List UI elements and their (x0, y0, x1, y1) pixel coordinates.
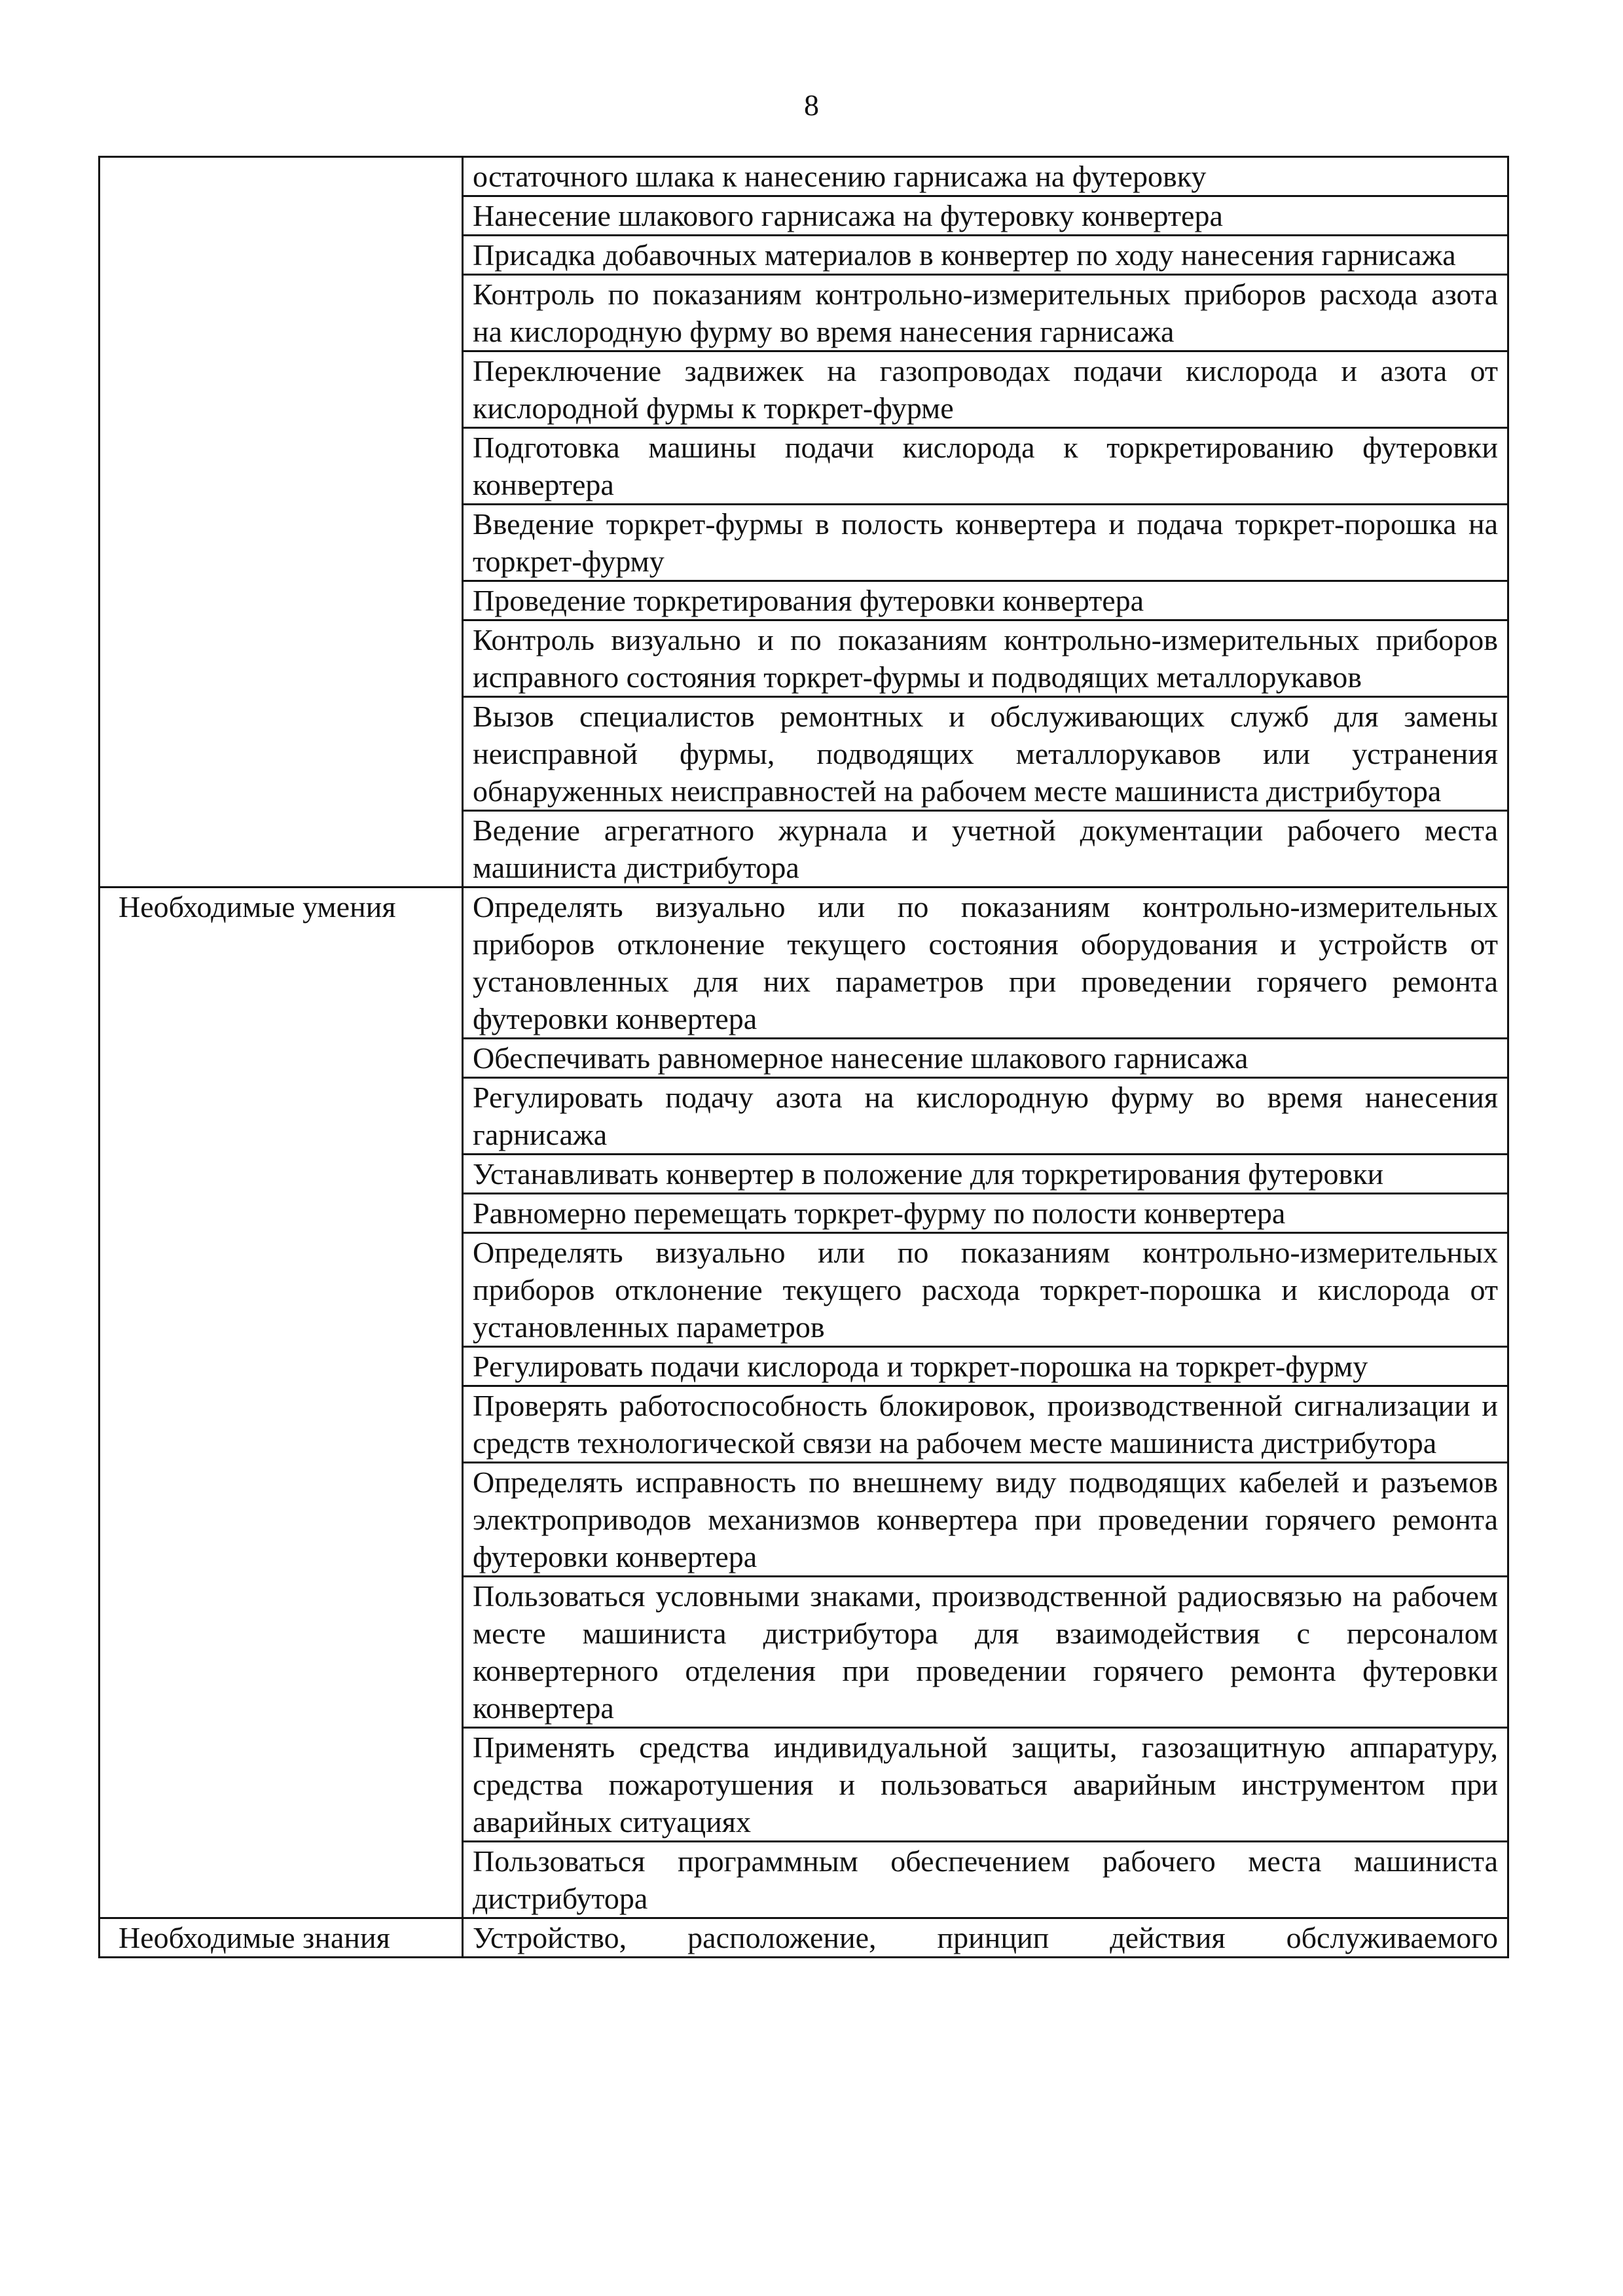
table-cell: Пользоваться программным обеспечением рабочего места машиниста дистрибутора (463, 1842, 1508, 1918)
table-row (100, 1918, 1508, 1958)
table-cell: Нанесение шлакового гарнисажа на футеровку конвертера (463, 196, 1508, 236)
page-number: 8 (804, 88, 819, 122)
requirements-table (98, 156, 1509, 1958)
table-cell: Вызов специалистов ремонтных и обслуживающих служб для замены неисправной фурмы, подводящих металлорукавов или устранения обнаруженных неисправностей на рабочем месте машиниста дистрибутора (463, 697, 1508, 811)
table-cell: Регулировать подачу азота на кислородную фурму во время нанесения гарнисажа (463, 1078, 1508, 1155)
table-cell: Равномерно перемещать торкрет-фурму по полости конвертера (463, 1194, 1508, 1233)
table-cell: Регулировать подачи кислорода и торкрет-порошка на торкрет-фурму (463, 1347, 1508, 1386)
table-cell: Контроль по показаниям контрольно-измерительных приборов расхода азота на кислородную фурму во время нанесения гарнисажа (463, 275, 1508, 351)
table-cell: Применять средства индивидуальной защиты, газозащитную аппаратуру, средства пожаротушения и пользоваться аварийным инструментом при аварийных ситуациях (463, 1728, 1508, 1842)
table-cell: Устанавливать конвертер в положение для торкретирования футеровки (463, 1155, 1508, 1194)
table-cell: остаточного шлака к нанесению гарнисажа на футеровку (463, 157, 1508, 196)
table-row (100, 888, 1508, 1039)
table-cell: Определять визуально или по показаниям контрольно-измерительных приборов отклонение текущего состояния оборудования и устройств от установленных для них параметров при проведении горячего ремонта футеровки конвертера (463, 888, 1508, 1039)
table-cell: Подготовка машины подачи кислорода к торкретированию футеровки конвертера (463, 428, 1508, 505)
table-cell: Введение торкрет-фурмы в полость конвертера и подача торкрет-порошка на торкрет-фурму (463, 505, 1508, 581)
table-cell: Проверять работоспособность блокировок, производственной сигнализации и средств технологической связи на рабочем месте машиниста дистрибутора (463, 1386, 1508, 1463)
row-label-labor-actions (100, 157, 463, 888)
table-cell: Определять исправность по внешнему виду подводящих кабелей и разъемов электроприводов механизмов конвертера при проведении горячего ремонта футеровки конвертера (463, 1463, 1508, 1577)
table-row (100, 157, 1508, 196)
table-cell: Пользоваться условными знаками, производственной радиосвязью на рабочем месте машиниста дистрибутора для взаимодействия с персоналом конвертерного отделения при проведении горячего ремонта футеровки конвертера (463, 1577, 1508, 1728)
table-cell: Устройство, расположение, принцип действия обслуживаемого (463, 1918, 1508, 1958)
table-cell: Обеспечивать равномерное нанесение шлакового гарнисажа (463, 1039, 1508, 1078)
table-cell: Присадка добавочных материалов в конвертер по ходу нанесения гарнисажа (463, 236, 1508, 275)
row-label-required-knowledge: Необходимые знания (100, 1918, 463, 1958)
table-cell: Контроль визуально и по показаниям контрольно-измерительных приборов исправного состояния торкрет-фурмы и подводящих металлорукавов (463, 620, 1508, 697)
table-cell: Ведение агрегатного журнала и учетной документации рабочего места машиниста дистрибутора (463, 811, 1508, 888)
table-cell: Проведение торкретирования футеровки конвертера (463, 581, 1508, 620)
row-label-required-skills: Необходимые умения (100, 888, 463, 1918)
table-cell: Определять визуально или по показаниям контрольно-измерительных приборов отклонение текущего расхода торкрет-порошка и кислорода от установленных параметров (463, 1233, 1508, 1347)
table-cell: Переключение задвижек на газопроводах подачи кислорода и азота от кислородной фурмы к торкрет-фурме (463, 351, 1508, 428)
